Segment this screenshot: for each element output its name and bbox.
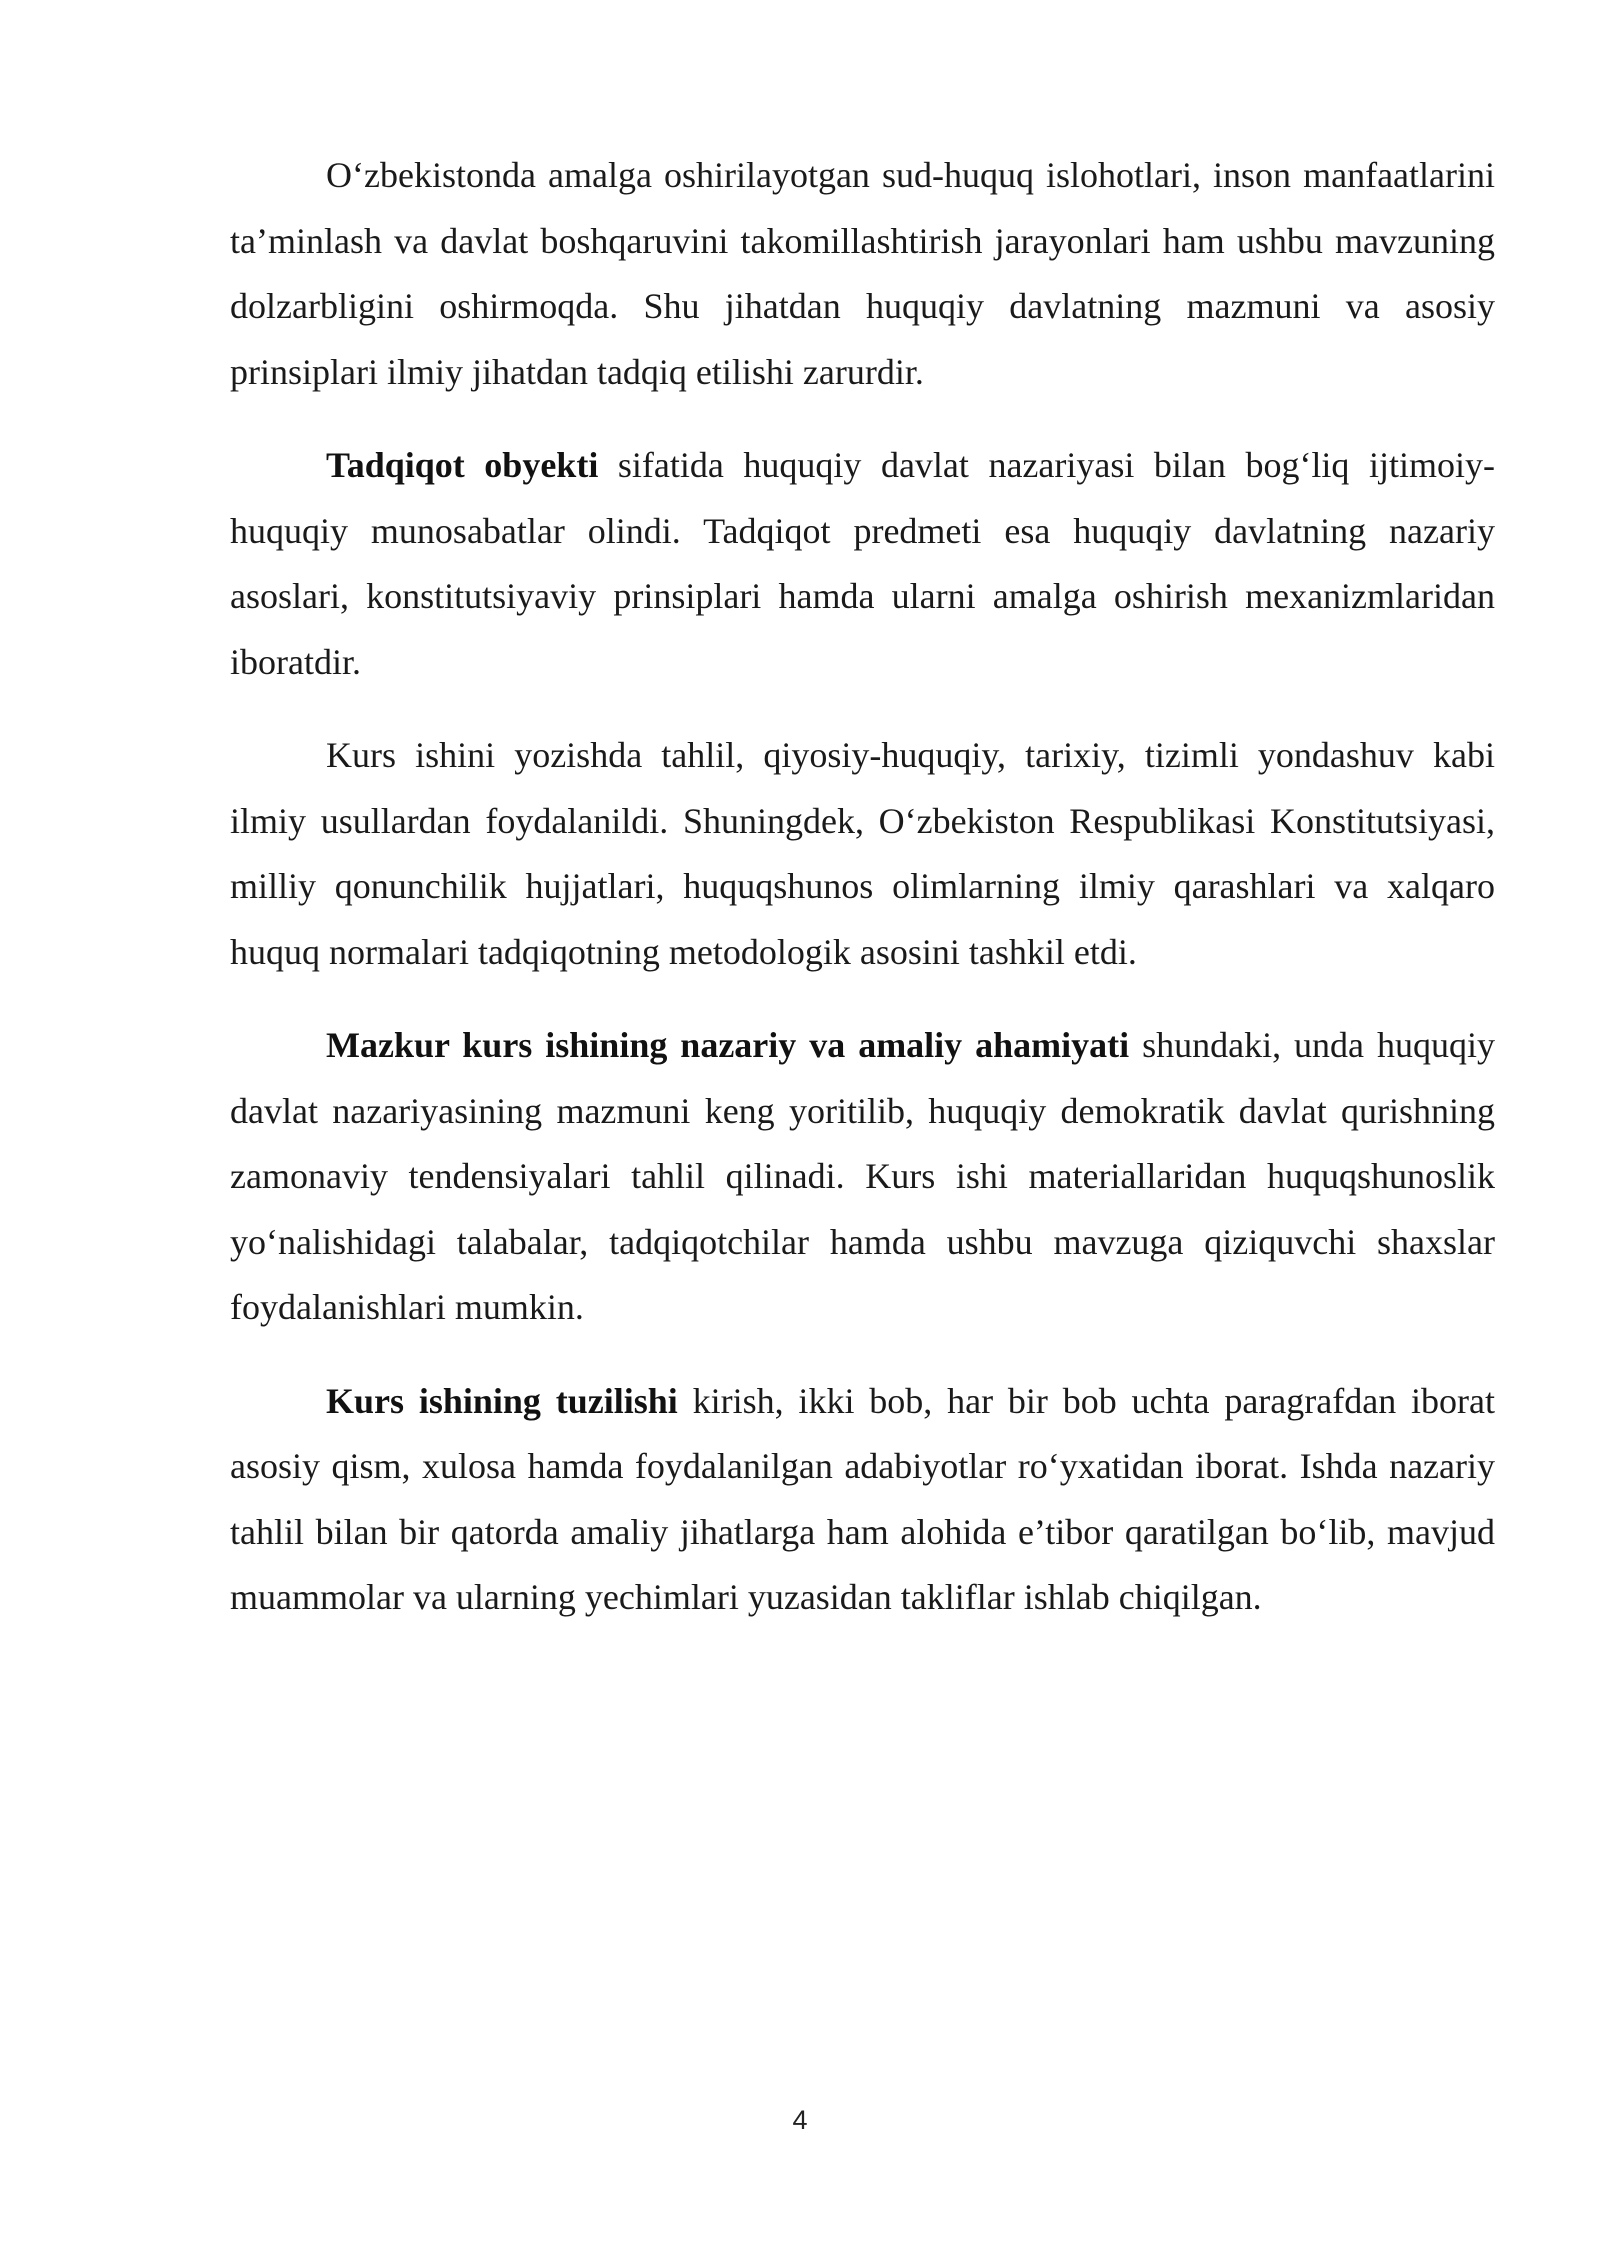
paragraph-text: kirish, ikki bob, har bir bob uchta paragrafdan iborat asosiy qism, xulosa hamda foydalanilgan adabiyotlar ro‘yxatidan iborat. Ishda nazariy tahlil bilan bir qatorda amaliy jihatlarga ham alohida e’tibor qaratilgan bo‘lib, mavjud muammolar va ularning yechimlari yuzasidan takliflar ishlab chiqilgan. [230, 1380, 1495, 1617]
paragraph-lead: Kurs ishining tuzilishi [326, 1380, 678, 1421]
paragraph-lead: Tadqiqot obyekti [326, 445, 599, 485]
paragraph-structure [230, 1369, 1495, 1631]
paragraph-methods [230, 723, 1495, 985]
body-text [230, 143, 1495, 1659]
paragraph-text: shundaki, unda huquqiy davlat nazariyasining mazmuni keng yoritilib, huquqiy demokratik davlat qurishning zamonaviy tendensiyalari tahlil qilinadi. Kurs ishi materiallaridan huquqshunoslik yo‘nalishidagi talabalar, tadqiqotchilar hamda ushbu mavzuga qiziquvchi shaxslar foydalanishlari mumkin. [230, 1025, 1495, 1327]
paragraph-research-object [230, 433, 1495, 695]
paragraph-lead: Mazkur kurs ishining nazariy va amaliy ahamiyati [326, 1025, 1130, 1065]
paragraph-text: O‘zbekistonda amalga oshirilayotgan sud-huquq islohotlari, inson manfaatlarini ta’minlash va davlat boshqaruvini takomillashtirish jarayonlari ham ushbu mavzuning dolzarbligini oshirmoqda. Shu jihatdan huquqiy davlatning mazmuni va asosiy prinsiplari ilmiy jihatdan tadqiq etilishi zarurdir. [230, 155, 1495, 392]
paragraph-significance [230, 1013, 1495, 1341]
paragraph-text: sifatida huquqiy davlat nazariyasi bilan bog‘liq ijtimoiy-huquqiy munosabatlar olindi. Tadqiqot predmeti esa huquqiy davlatning nazariy asoslari, konstitutsiyaviy prinsiplari hamda ularni amalga oshirish mexanizmlaridan iboratdir. [230, 445, 1495, 682]
paragraph-relevance [230, 143, 1495, 405]
paragraph-text: Kurs ishini yozishda tahlil, qiyosiy-huquqiy, tarixiy, tizimli yondashuv kabi ilmiy usullardan foydalanildi. Shuningdek, O‘zbekiston Respublikasi Konstitutsiyasi, milliy qonunchilik hujjatlari, huquqshunos olimlarning ilmiy qarashlari va xalqaro huquq normalari tadqiqotning metodologik asosini tashkil etdi. [230, 735, 1495, 972]
page-number: 4 [792, 2105, 808, 2135]
